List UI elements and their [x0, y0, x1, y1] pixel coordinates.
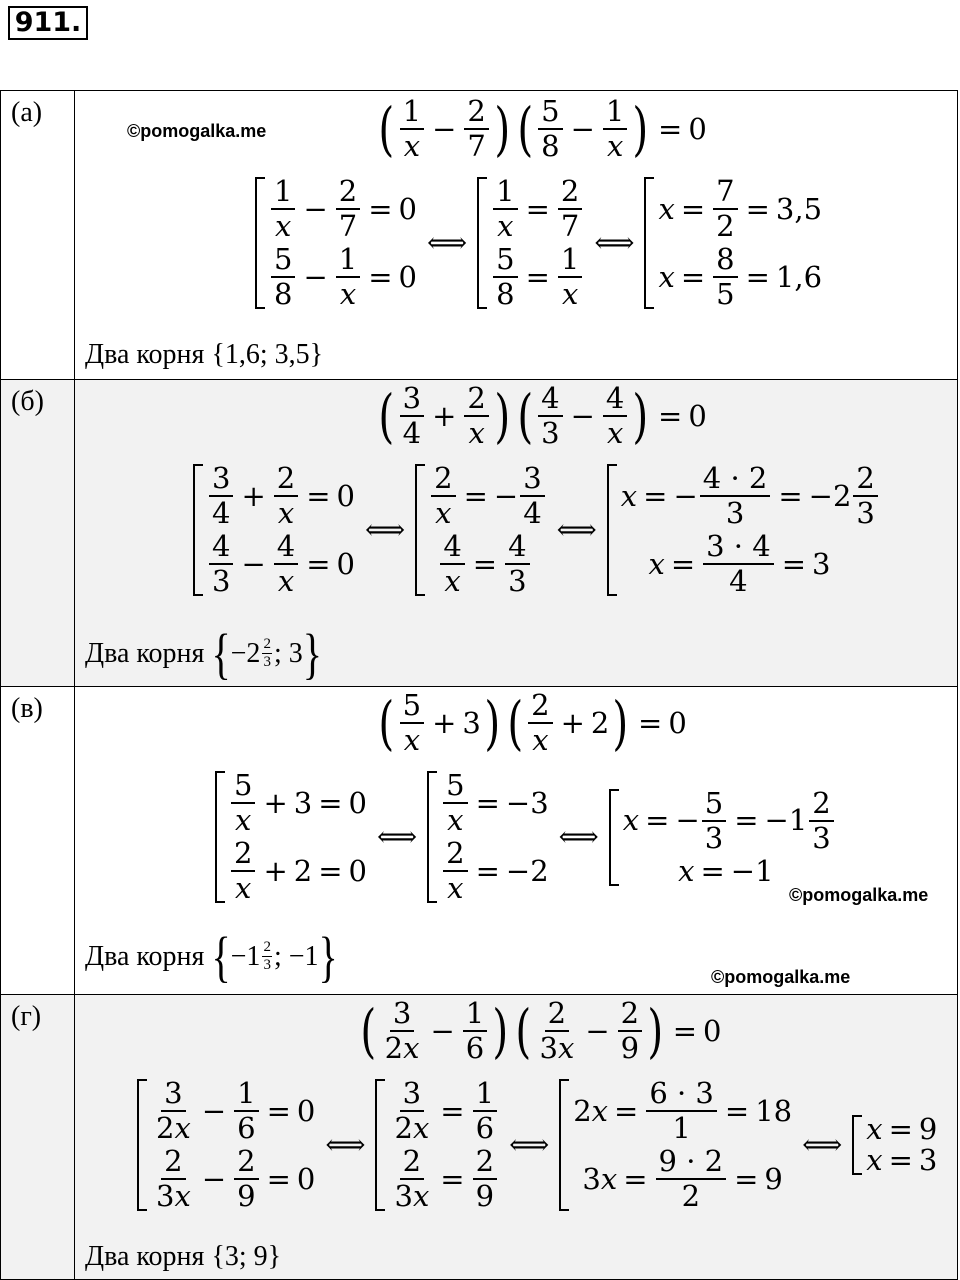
answer-int: −2 [230, 637, 261, 669]
answer-prefix: Два корня [85, 940, 205, 972]
part-a-content [75, 91, 958, 380]
part-b-label: (б) [1, 380, 75, 687]
system-a: $\frac{1}{x}$ − $\frac{2}{7}$ = 0 $\frac{5}{8}$ − $\frac{1}{x}$ = 0 ⟺ $\frac{1}{x}$ = $\frac{2}{7}$ $\frac{5}{8}$ = $\frac{1}{x}$ ⟺ x = $\frac{7}{2}$ = 3,5 x = $\frac{8}{5}$ = 1,6 [255, 177, 822, 309]
answer-value: {3; 9} [211, 1241, 282, 1272]
part-c-row [1, 687, 958, 995]
system-c: $\frac{5}{x}$ + 3 = 0 $\frac{2}{x}$ + 2 = 0 ⟺ $\frac{5}{x}$ = −3 $\frac{2}{x}$ = −2 ⟺ x = − $\frac{5}{3}$ = −1 $\frac{2}{3}$ x = −1 [215, 771, 836, 903]
part-a-row [1, 91, 958, 380]
equation-d: ( $\frac{3}{2x}$ − $\frac{1}{6}$ ) ( $\frac{2}{3x}$ − $\frac{2}{9}$ ) = 0 [360, 996, 722, 1065]
answer-value: {1,6; 3,5} [211, 339, 324, 370]
answer-d [85, 1241, 281, 1273]
answer-prefix: Два корня [85, 1241, 205, 1272]
part-d-row [1, 995, 958, 1280]
watermark: ©pomogalka.me [789, 885, 929, 905]
answer-tail: ; 3 [273, 637, 303, 669]
equation-a: ( $\frac{1}{x}$ − $\frac{2}{7}$ ) ( $\frac{5}{8}$ − $\frac{1}{x}$ ) = 0 [378, 94, 707, 163]
equation-c: ( $\frac{5}{x}$ + 3 ) ( $\frac{2}{x}$ + 2 ) = 0 [378, 688, 687, 757]
part-d-label: (г) [1, 995, 75, 1280]
answer-b: Два корня { −2 $\frac{2}{3}$ ; 3 } [85, 622, 322, 685]
answer-c: Два корня { −1 $\frac{2}{3}$ ; −1 } [85, 925, 338, 988]
solutions-table [0, 90, 958, 1280]
equation-b: ( $\frac{3}{4}$ + $\frac{2}{x}$ ) ( $\frac{4}{3}$ − $\frac{4}{x}$ ) = 0 [378, 381, 707, 450]
problem-number: 911. [8, 6, 88, 40]
part-d-content [75, 995, 958, 1280]
system-b: $\frac{3}{4}$ + $\frac{2}{x}$ = 0 $\frac{4}{3}$ − $\frac{4}{x}$ = 0 ⟺ $\frac{2}{x}$ = − $\frac{3}{4}$ $\frac{4}{x}$ = $\frac{4}{3}$ ⟺ x = − $\frac{4 \cdot 2}{3}$ = −2 $\frac{2}{3}$ x = $\frac{3 \cdot 4}{4}$ = 3 [193, 464, 880, 596]
part-b-content [75, 380, 958, 687]
answer-frac-den: 3 [263, 957, 271, 973]
answer-int: −1 [230, 940, 261, 972]
system-d: $\frac{3}{2x}$ − $\frac{1}{6}$ = 0 $\frac{2}{3x}$ − $\frac{2}{9}$ = 0 ⟺ $\frac{3}{2x}$ = $\frac{1}{6}$ $\frac{2}{3x}$ = $\frac{2}{9}$ ⟺ 2 x = $\frac{6 \cdot 3}{1}$ = 18 3 x = $\frac{9 \cdot 2}{2}$ = 9 ⟺ x = 9 x = 3 [137, 1079, 937, 1211]
part-c-content [75, 687, 958, 995]
part-c-label: (в) [1, 687, 75, 995]
answer-prefix: Два корня [85, 637, 205, 669]
answer-prefix: Два корня [85, 339, 205, 370]
part-a-label: (а) [1, 91, 75, 380]
answer-frac-den: 3 [263, 654, 271, 670]
watermark: ©pomogalka.me [711, 967, 851, 987]
watermark: ©pomogalka.me [127, 121, 267, 141]
part-b-row [1, 380, 958, 687]
answer-a [85, 339, 323, 371]
answer-tail: ; −1 [273, 940, 319, 972]
answer-frac-num: 2 [263, 636, 271, 652]
answer-frac-num: 2 [263, 939, 271, 955]
